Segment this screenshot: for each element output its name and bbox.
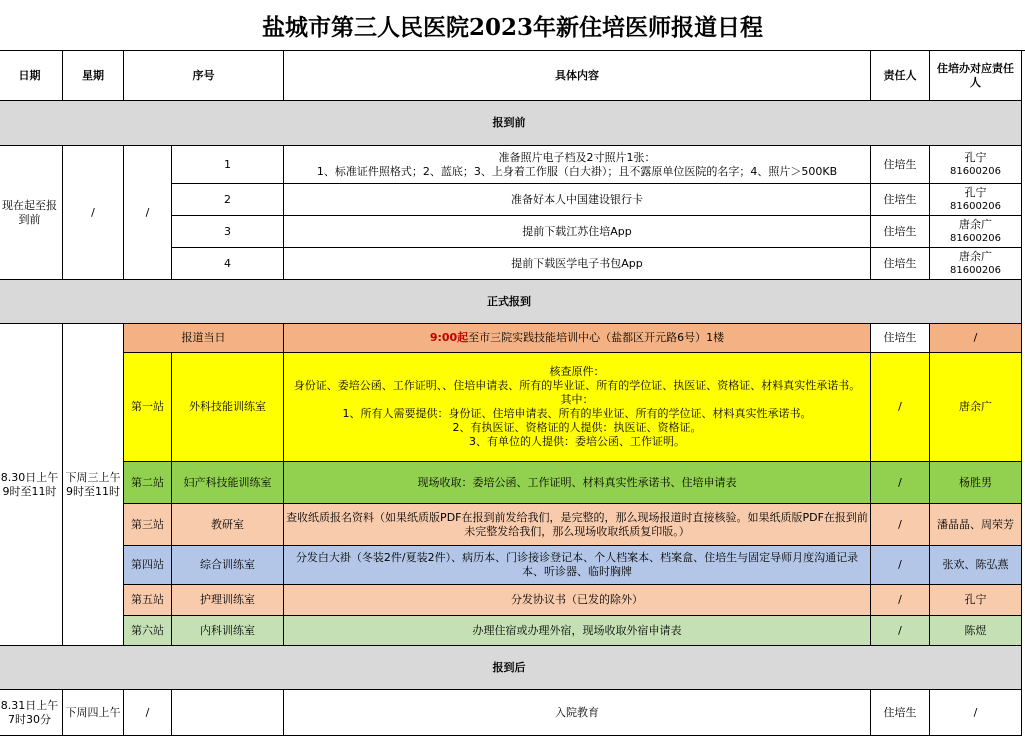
- header-row: [0, 51, 1022, 101]
- station-5-room: 护理训练室: [172, 585, 284, 616]
- station-6-owner: /: [871, 616, 930, 646]
- schedule-table: [0, 50, 1022, 736]
- station-row-1: [0, 353, 1022, 462]
- report-day-owner: 住培生: [871, 324, 930, 353]
- before-content-1-line1: 准备照片电子档及2寸照片1张：: [498, 150, 656, 164]
- station-5-office: 孔宁: [930, 585, 1022, 616]
- before-weekday: /: [63, 146, 124, 280]
- before-content-4: 提前下载医学电子书包App: [284, 248, 871, 280]
- before-num-4: 4: [172, 248, 284, 280]
- station-1-line-1: 核查原件：: [549, 365, 605, 378]
- station-2-content: 现场收取：委培公函、工作证明、材料真实性承诺书、住培申请表: [284, 462, 871, 504]
- report-day-text: 至市三院实践技能培训中心（盐都区开元路6号）1楼: [468, 331, 725, 344]
- header-weekday: 星期: [63, 51, 124, 101]
- before-office-4-name: 唐余广: [959, 249, 992, 263]
- before-office-2-phone: 81600206: [950, 200, 1001, 212]
- before-content-1: [284, 146, 871, 184]
- before-office-3-phone: 81600206: [950, 232, 1001, 244]
- station-4-label: 第四站: [124, 546, 172, 585]
- section-after-title: 报到后: [0, 646, 1022, 690]
- after-weekday: 下周四上午: [63, 690, 124, 736]
- section-before-row: [0, 101, 1022, 146]
- station-2-office: 杨胜男: [930, 462, 1022, 504]
- report-day-row: [0, 324, 1022, 353]
- header-seq: 序号: [124, 51, 284, 101]
- before-content-1-line2: 1、标准证件照格式；2、蓝底；3、上身着工作服（白大褂）；且不露原单位医院的名字；4、照片＞500KB: [316, 164, 838, 178]
- station-3-owner: /: [871, 504, 930, 546]
- before-seq: /: [124, 146, 172, 280]
- after-seq: /: [124, 690, 172, 736]
- section-formal-row: [0, 280, 1022, 324]
- after-office: /: [930, 690, 1022, 736]
- before-office-3: [930, 216, 1022, 248]
- station-4-content: 分发白大褂（冬装2件/夏装2件）、病历本、门诊接诊登记本、个人档案本、档案盒、住培生与固定导师月度沟通记录本、听诊器、临时胸牌: [284, 546, 871, 585]
- station-2-label: 第二站: [124, 462, 172, 504]
- station-1-office: 唐余广: [930, 353, 1022, 462]
- report-day-label: 报道当日: [124, 324, 284, 353]
- before-owner-4: 住培生: [871, 248, 930, 280]
- before-office-4: [930, 248, 1022, 280]
- section-before-title: 报到前: [0, 101, 1022, 146]
- station-4-room: 综合训练室: [172, 546, 284, 585]
- before-office-1-name: 孔宁: [964, 150, 987, 164]
- station-2-room: 妇产科技能训练室: [172, 462, 284, 504]
- station-row-3: [0, 504, 1022, 546]
- header-content: 具体内容: [284, 51, 871, 101]
- before-owner-3: 住培生: [871, 216, 930, 248]
- header-owner: 责任人: [871, 51, 930, 101]
- before-row-1: [0, 146, 1022, 184]
- before-owner-1: 住培生: [871, 146, 930, 184]
- section-formal-title: 正式报到: [0, 280, 1022, 324]
- station-row-6: [0, 616, 1022, 646]
- station-1-line-5: 2、有执医证、资格证的人提供：执医证、资格证。: [452, 421, 702, 434]
- station-1-owner: /: [871, 353, 930, 462]
- before-office-1-phone: 81600206: [950, 165, 1001, 177]
- station-3-office: 潘晶晶、周荣芳: [930, 504, 1022, 546]
- before-num-1: 1: [172, 146, 284, 184]
- station-1-content: [284, 353, 871, 462]
- before-content-2: 准备好本人中国建设银行卡: [284, 184, 871, 216]
- after-content: 入院教育: [284, 690, 871, 736]
- station-1-label: 第一站: [124, 353, 172, 462]
- station-6-content: 办理住宿或办理外宿，现场收取外宿申请表: [284, 616, 871, 646]
- before-date: 现在起至报到前: [0, 146, 63, 280]
- station-row-2: [0, 462, 1022, 504]
- station-1-room: 外科技能训练室: [172, 353, 284, 462]
- station-6-room: 内科训练室: [172, 616, 284, 646]
- station-3-room: 教研室: [172, 504, 284, 546]
- station-row-5: [0, 585, 1022, 616]
- station-5-content: 分发协议书（已发的除外）: [284, 585, 871, 616]
- station-4-office: 张欢、陈弘燕: [930, 546, 1022, 585]
- report-day-time: 9:00起: [429, 331, 469, 344]
- formal-weekday: 下周三上午9时至11时: [63, 324, 124, 646]
- before-office-2-name: 孔宁: [964, 185, 987, 199]
- page-title: 盐城市第三人民医院2023年新住培医师报道日程: [0, 0, 1025, 51]
- section-after-row: [0, 646, 1022, 690]
- formal-date: 8.30日上午9时至11时: [0, 324, 63, 646]
- station-6-office: 陈煜: [930, 616, 1022, 646]
- after-seq-2: [172, 690, 284, 736]
- before-office-4-phone: 81600206: [950, 264, 1001, 276]
- before-office-1: [930, 146, 1022, 184]
- before-owner-2: 住培生: [871, 184, 930, 216]
- station-3-label: 第三站: [124, 504, 172, 546]
- station-1-line-3: 其中：: [560, 393, 594, 406]
- after-row: [0, 690, 1022, 736]
- after-date: 8.31日上午7时30分: [0, 690, 63, 736]
- station-5-owner: /: [871, 585, 930, 616]
- before-office-2: [930, 184, 1022, 216]
- report-day-office: /: [930, 324, 1022, 353]
- station-3-content: 查收纸质报名资料（如果纸质版PDF在报到前发给我们，是完整的，那么现场报道时直接核验。如果纸质版PDF在报到前未完整发给我们，那么现场收取纸质复印版。）: [284, 504, 871, 546]
- station-1-line-6: 3、有单位的人提供：委培公函、工作证明。: [469, 435, 685, 448]
- station-5-label: 第五站: [124, 585, 172, 616]
- station-row-4: [0, 546, 1022, 585]
- header-date: 日期: [0, 51, 63, 101]
- before-office-3-name: 唐余广: [959, 217, 992, 231]
- station-1-line-2: 身份证、委培公函、工作证明、、住培申请表、所有的毕业证、所有的学位证、执医证、资格证、材料真实性承诺书。: [293, 379, 861, 392]
- before-num-2: 2: [172, 184, 284, 216]
- station-1-line-4: 1、所有人需要提供：身份证、住培申请表、所有的毕业证、所有的学位证、材料真实性承诺书。: [342, 407, 812, 420]
- after-owner: 住培生: [871, 690, 930, 736]
- station-4-owner: /: [871, 546, 930, 585]
- before-content-3: 提前下载江苏住培App: [284, 216, 871, 248]
- header-office-owner: 住培办对应责任人: [930, 51, 1022, 101]
- before-num-3: 3: [172, 216, 284, 248]
- station-6-label: 第六站: [124, 616, 172, 646]
- station-2-owner: /: [871, 462, 930, 504]
- report-day-content: [284, 324, 871, 353]
